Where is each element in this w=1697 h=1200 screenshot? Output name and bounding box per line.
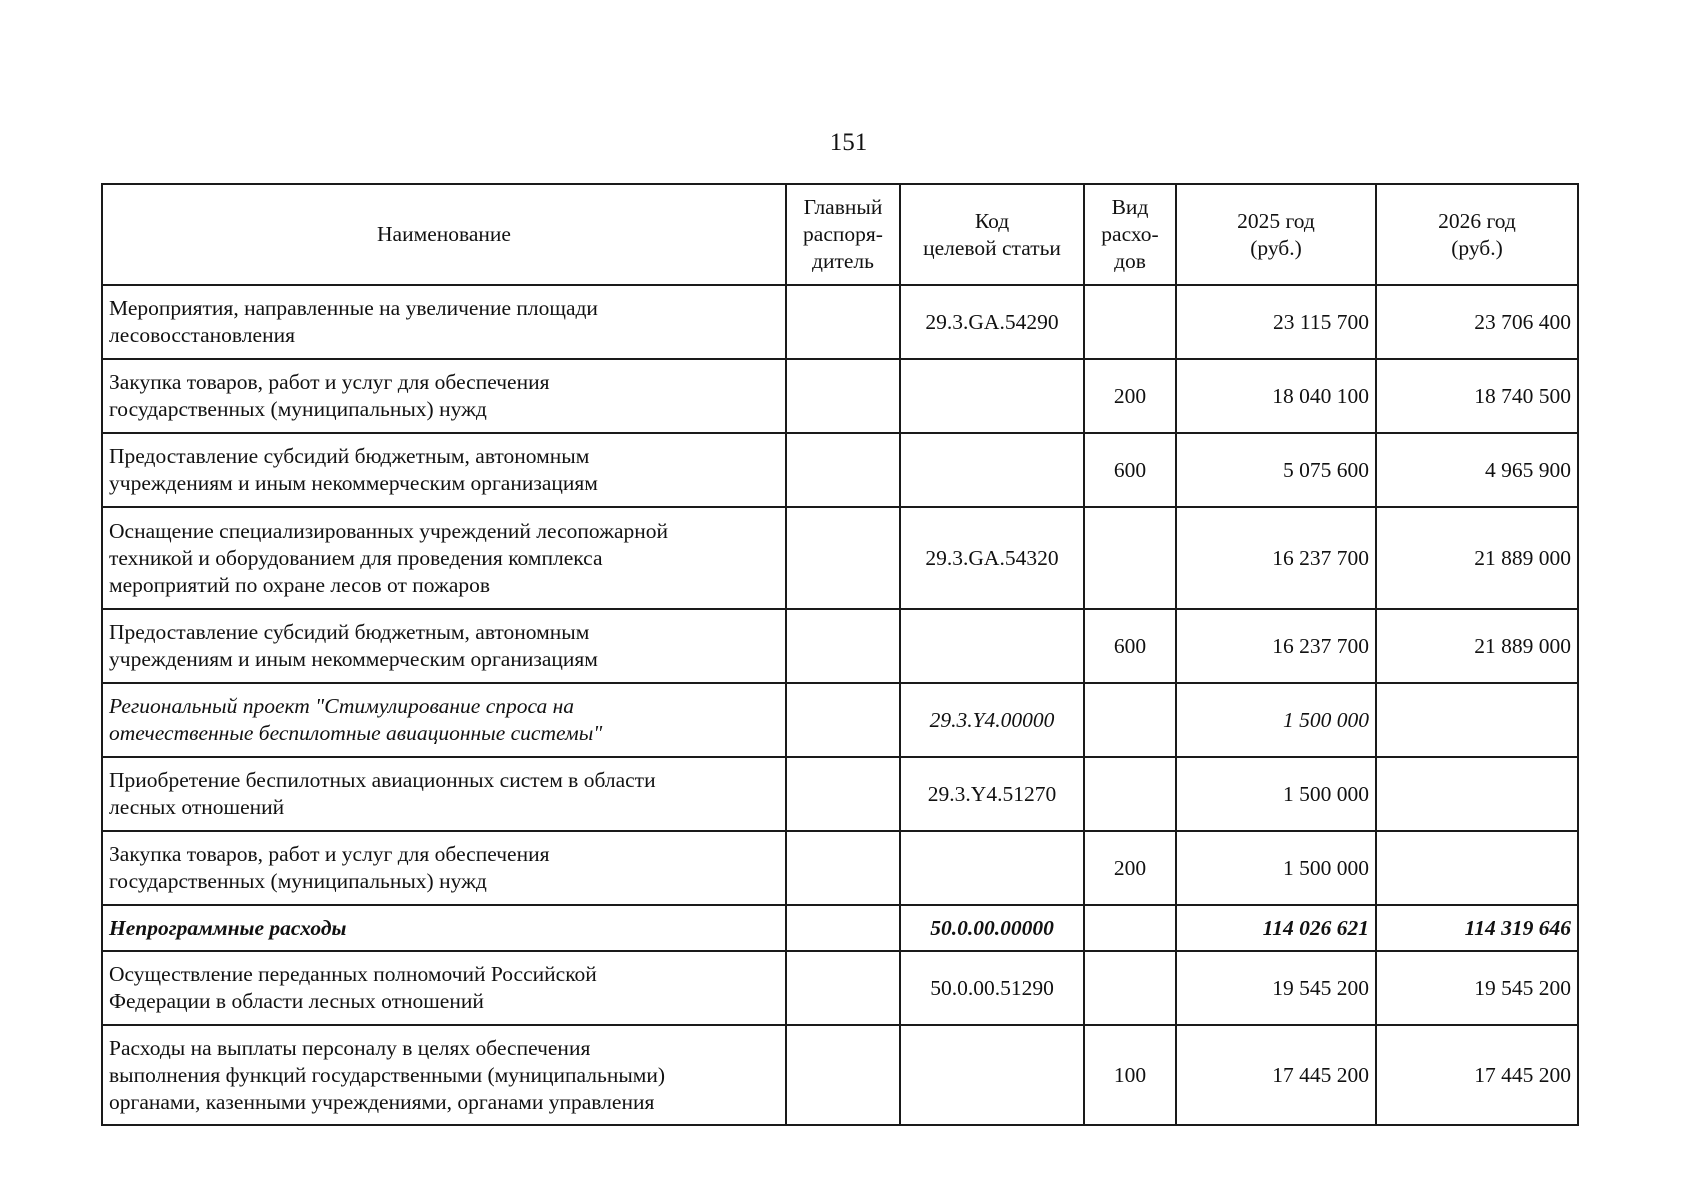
cell-kind xyxy=(1084,905,1176,951)
table-row xyxy=(102,683,1578,757)
cell-name-line: Закупка товаров, работ и услуг для обеспечения xyxy=(109,370,550,394)
cell-manager xyxy=(786,905,900,951)
cell-amount-2025: 1 500 000 xyxy=(1176,683,1376,757)
header-manager-line: распоря- xyxy=(803,222,883,246)
cell-kind xyxy=(1084,757,1176,831)
table-row xyxy=(102,359,1578,433)
cell-name-line: Расходы на выплаты персоналу в целях обеспечения xyxy=(109,1035,591,1060)
cell-name xyxy=(102,757,786,831)
cell-kind xyxy=(1084,951,1176,1025)
cell-name-line: Федерации в области лесных отношений xyxy=(109,989,484,1013)
cell-name-line: Предоставление субсидий бюджетным, автономным xyxy=(109,444,590,468)
header-2026-line: (руб.) xyxy=(1451,235,1503,260)
table-row xyxy=(102,831,1578,905)
cell-name-line: органами, казенными учреждениями, органами управления xyxy=(109,1089,655,1114)
table-row xyxy=(102,951,1578,1025)
cell-name xyxy=(102,285,786,359)
cell-name-line: мероприятий по охране лесов от пожаров xyxy=(109,572,491,597)
cell-kind: 200 xyxy=(1084,359,1176,433)
cell-name-line: Предоставление субсидий бюджетным, автономным xyxy=(109,620,590,644)
cell-kind: 600 xyxy=(1084,433,1176,507)
header-2025-line: 2025 год xyxy=(1237,208,1315,233)
cell-name-line: Закупка товаров, работ и услуг для обеспечения xyxy=(109,842,550,866)
cell-code: 29.3.GA.54290 xyxy=(900,285,1084,359)
header-code-line: Код xyxy=(974,208,1010,233)
cell-code xyxy=(900,609,1084,683)
cell-name-line: лесных отношений xyxy=(109,795,285,819)
cell-name-line: техникой и оборудованием для проведения комплекса xyxy=(109,545,603,570)
cell-kind xyxy=(1084,683,1176,757)
cell-name-line: учреждениям и иным некоммерческим организациям xyxy=(109,471,598,495)
table-row xyxy=(102,905,1578,951)
cell-amount-2025: 16 237 700 xyxy=(1176,609,1376,683)
cell-name xyxy=(102,831,786,905)
header-manager-line: Главный xyxy=(803,195,883,219)
cell-code xyxy=(900,831,1084,905)
cell-name-line: лесовосстановления xyxy=(109,323,295,347)
cell-code: 29.3.Y4.51270 xyxy=(900,757,1084,831)
header-code-line: целевой статьи xyxy=(923,235,1061,260)
table-body xyxy=(102,285,1578,1125)
header-kind xyxy=(1084,184,1176,285)
header-kind-line: дов xyxy=(1114,249,1146,273)
header-row xyxy=(102,184,1578,285)
header-kind-line: расхо- xyxy=(1101,222,1159,246)
cell-manager xyxy=(786,359,900,433)
cell-manager xyxy=(786,285,900,359)
cell-name xyxy=(102,951,786,1025)
header-year-2026 xyxy=(1376,184,1578,285)
cell-manager xyxy=(786,1025,900,1125)
cell-manager xyxy=(786,609,900,683)
cell-amount-2026 xyxy=(1376,757,1578,831)
cell-amount-2026: 114 319 646 xyxy=(1376,905,1578,951)
cell-amount-2025: 23 115 700 xyxy=(1176,285,1376,359)
cell-amount-2026: 21 889 000 xyxy=(1376,609,1578,683)
cell-name-line: отечественные беспилотные авиационные системы" xyxy=(109,721,603,745)
cell-name xyxy=(102,359,786,433)
header-2026-line: 2026 год xyxy=(1438,208,1516,233)
cell-amount-2025: 16 237 700 xyxy=(1176,507,1376,609)
cell-amount-2025: 17 445 200 xyxy=(1176,1025,1376,1125)
cell-code: 29.3.Y4.00000 xyxy=(900,683,1084,757)
cell-name-line: Приобретение беспилотных авиационных систем в области xyxy=(109,768,656,792)
cell-name xyxy=(102,609,786,683)
cell-kind xyxy=(1084,507,1176,609)
header-2025-line: (руб.) xyxy=(1250,235,1302,260)
header-code xyxy=(900,184,1084,285)
cell-name xyxy=(102,433,786,507)
cell-code: 50.0.00.51290 xyxy=(900,951,1084,1025)
cell-amount-2026: 17 445 200 xyxy=(1376,1025,1578,1125)
cell-name-line: Непрограммные расходы xyxy=(109,915,347,940)
cell-manager xyxy=(786,683,900,757)
table-row xyxy=(102,285,1578,359)
cell-kind: 100 xyxy=(1084,1025,1176,1125)
header-manager xyxy=(786,184,900,285)
header-name: Наименование xyxy=(102,184,786,285)
cell-amount-2025: 114 026 621 xyxy=(1176,905,1376,951)
cell-code: 29.3.GA.54320 xyxy=(900,507,1084,609)
table-row xyxy=(102,1025,1578,1125)
cell-code xyxy=(900,1025,1084,1125)
cell-code xyxy=(900,433,1084,507)
table-row xyxy=(102,757,1578,831)
cell-name-line: Оснащение специализированных учреждений лесопожарной xyxy=(109,518,669,543)
cell-name-line: государственных (муниципальных) нужд xyxy=(109,869,487,893)
page-number: 151 xyxy=(829,129,868,156)
table-row xyxy=(102,433,1578,507)
cell-amount-2026: 21 889 000 xyxy=(1376,507,1578,609)
header-manager-line: дитель xyxy=(812,249,874,273)
cell-amount-2025: 19 545 200 xyxy=(1176,951,1376,1025)
cell-amount-2025: 1 500 000 xyxy=(1176,757,1376,831)
cell-manager xyxy=(786,507,900,609)
cell-kind xyxy=(1084,285,1176,359)
cell-amount-2026: 18 740 500 xyxy=(1376,359,1578,433)
cell-amount-2026: 4 965 900 xyxy=(1376,433,1578,507)
cell-kind: 200 xyxy=(1084,831,1176,905)
cell-name-line: Региональный проект "Стимулирование спроса на xyxy=(109,694,575,718)
cell-amount-2025: 5 075 600 xyxy=(1176,433,1376,507)
cell-name-line: государственных (муниципальных) нужд xyxy=(109,397,487,421)
cell-manager xyxy=(786,951,900,1025)
cell-name xyxy=(102,1025,786,1125)
cell-amount-2026 xyxy=(1376,683,1578,757)
cell-name xyxy=(102,905,786,951)
cell-amount-2026 xyxy=(1376,831,1578,905)
cell-name xyxy=(102,507,786,609)
cell-amount-2025: 1 500 000 xyxy=(1176,831,1376,905)
table-row xyxy=(102,609,1578,683)
cell-manager xyxy=(786,757,900,831)
cell-name-line: выполнения функций государственными (муниципальными) xyxy=(109,1062,666,1087)
budget-table xyxy=(101,183,1579,1126)
cell-amount-2026: 23 706 400 xyxy=(1376,285,1578,359)
cell-name-line: Мероприятия, направленные на увеличение площади xyxy=(109,296,598,320)
cell-manager xyxy=(786,433,900,507)
cell-manager xyxy=(786,831,900,905)
header-year-2025 xyxy=(1176,184,1376,285)
cell-code xyxy=(900,359,1084,433)
table-header xyxy=(102,184,1578,285)
cell-name-line: учреждениям и иным некоммерческим организациям xyxy=(109,647,598,671)
cell-code: 50.0.00.00000 xyxy=(900,905,1084,951)
cell-name-line: Осуществление переданных полномочий Российской xyxy=(109,962,597,986)
cell-amount-2025: 18 040 100 xyxy=(1176,359,1376,433)
cell-amount-2026: 19 545 200 xyxy=(1376,951,1578,1025)
table-row xyxy=(102,507,1578,609)
cell-name xyxy=(102,683,786,757)
header-kind-line: Вид xyxy=(1111,195,1149,219)
cell-kind: 600 xyxy=(1084,609,1176,683)
